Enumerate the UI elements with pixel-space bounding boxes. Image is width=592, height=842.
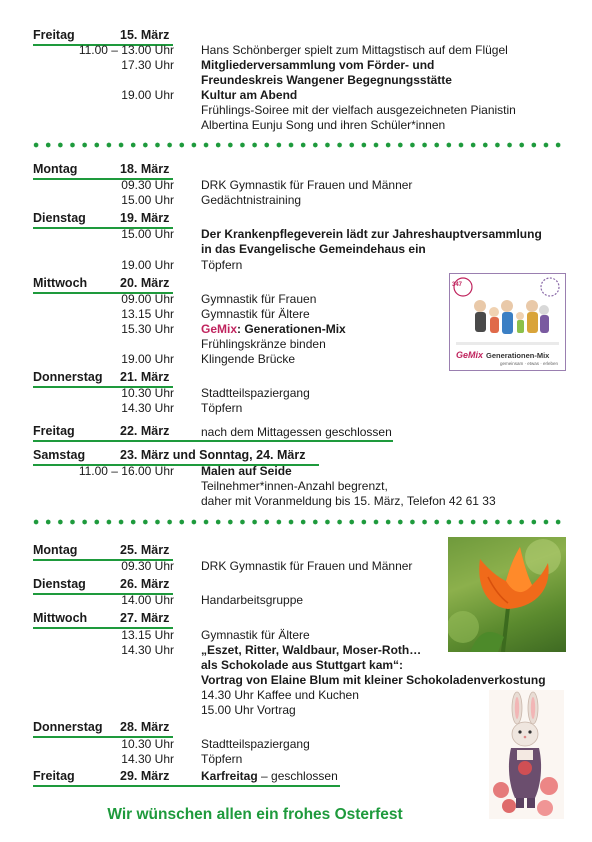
event: Frühlingskränze binden [201, 337, 326, 351]
time: 19.00 Uhr [121, 352, 174, 366]
time: 09.30 Uhr [121, 559, 174, 573]
time: 11.00 – 13.00 Uhr [78, 43, 174, 57]
day-label: Freitag [33, 769, 75, 783]
time: 19.00 Uhr [121, 258, 174, 272]
day-label: Freitag [33, 28, 75, 42]
event: Gymnastik für Frauen [201, 292, 317, 306]
day-label: Montag [33, 162, 78, 176]
event: Stadtteilspaziergang [201, 737, 310, 751]
time: 14.30 Uhr [121, 401, 174, 415]
event-title: Freundeskreis Wangener Begegnungsstätte [201, 73, 452, 87]
time: 09.00 Uhr [121, 292, 174, 306]
logo-title: Generationen-Mix [486, 351, 550, 360]
day-label: Samstag [33, 448, 86, 462]
event-title: in das Evangelische Gemeindehaus ein [201, 242, 426, 256]
closing-greeting: Wir wünschen allen ein frohes Osterfest [107, 806, 403, 823]
event-title: als Schokolade aus Stuttgart kam“: [201, 658, 404, 672]
date-label: 25. März [120, 543, 170, 557]
date-label: 20. März [120, 276, 170, 290]
bunny-illustration [489, 690, 564, 819]
event: DRK Gymnastik für Frauen und Männer [201, 559, 413, 573]
day-label: Mittwoch [33, 276, 88, 290]
time: 15.00 Uhr [121, 193, 174, 207]
date-label: 19. März [120, 211, 170, 225]
event: DRK Gymnastik für Frauen und Männer [201, 178, 413, 192]
date-label: 23. März und Sonntag, 24. März [120, 448, 306, 462]
day-label: Mittwoch [33, 611, 88, 625]
event-title: Karfreitag [201, 769, 258, 783]
event: Albertina Eunju Song und ihren Schüler*innen [201, 118, 446, 132]
dotted-divider [30, 519, 566, 525]
event: Handarbeitsgruppe [201, 593, 304, 607]
day-label: Montag [33, 543, 78, 557]
event-rest: – geschlossen [257, 769, 338, 783]
event: daher mit Voranmeldung bis 15. März, Telefon 42 61 33 [201, 494, 496, 508]
day-label: Donnerstag [33, 370, 103, 384]
event-title: Kultur am Abend [201, 88, 298, 102]
time: 10.30 Uhr [121, 386, 174, 400]
time: 15.30 Uhr [121, 322, 174, 336]
event: Gymnastik für Ältere [201, 628, 310, 642]
dotted-divider [30, 142, 566, 148]
date-label: 15. März [120, 28, 170, 42]
event-title: Vortrag von Elaine Blum mit kleiner Schokoladenverkostung [201, 673, 546, 687]
event-title [201, 322, 346, 336]
logo-tagline: gemeinsam · etwas · erleben [500, 361, 559, 366]
event: 14.30 Uhr Kaffee und Kuchen [201, 688, 359, 702]
time: 14.30 Uhr [121, 643, 174, 657]
day-label: Dienstag [33, 211, 86, 225]
event: Gymnastik für Ältere [201, 307, 310, 321]
date-label: 29. März [120, 769, 170, 783]
time: 15.00 Uhr [121, 227, 174, 241]
event: Gedächtnistraining [201, 193, 302, 207]
date-label: 27. März [120, 611, 170, 625]
time: 17.30 Uhr [121, 58, 174, 72]
logo-brand: GeMix [456, 350, 484, 360]
event-title: „Eszet, Ritter, Waldbaur, Moser-Roth… [201, 643, 422, 657]
event: 15.00 Uhr Vortrag [201, 703, 296, 717]
date-label: 22. März [120, 424, 170, 438]
event: Hans Schönberger spielt zum Mittagstisch auf dem Flügel [201, 43, 508, 57]
event: Töpfern [201, 752, 243, 766]
event-title: Malen auf Seide [201, 464, 292, 478]
event: Frühlings-Soiree mit der vielfach ausgezeichneten Pianistin [201, 103, 516, 117]
tulip-illustration [448, 537, 566, 652]
date-label: 18. März [120, 162, 170, 176]
time: 13.15 Uhr [121, 628, 174, 642]
date-label: 21. März [120, 370, 170, 384]
underline [33, 785, 340, 787]
time: 09.30 Uhr [121, 178, 174, 192]
event-title: Mitgliederversammlung vom Förder- und [201, 58, 435, 72]
event: Stadtteilspaziergang [201, 386, 310, 400]
time: 14.00 Uhr [121, 593, 174, 607]
event [201, 769, 338, 783]
event: nach dem Mittagessen geschlossen [201, 425, 392, 439]
event: Töpfern [201, 258, 243, 272]
logo-number: 347 [452, 282, 463, 288]
event-title-rest: : Generationen-Mix [237, 322, 346, 336]
underline [33, 440, 393, 442]
day-label: Donnerstag [33, 720, 103, 734]
day-label: Freitag [33, 424, 75, 438]
event: Töpfern [201, 401, 243, 415]
time: 11.00 – 16.00 Uhr [78, 464, 174, 478]
time: 14.30 Uhr [121, 752, 174, 766]
date-label: 28. März [120, 720, 170, 734]
time: 13.15 Uhr [121, 307, 174, 321]
time: 19.00 Uhr [121, 88, 174, 102]
gemix-brand: GeMix [201, 322, 238, 336]
event: Klingende Brücke [201, 352, 296, 366]
event-title: Der Krankenpflegeverein lädt zur Jahreshauptversammlung [201, 227, 542, 241]
tulip-photo [448, 537, 566, 652]
time: 10.30 Uhr [121, 737, 174, 751]
event: Teilnehmer*innen-Anzahl begrenzt, [201, 479, 388, 493]
easter-bunny-image [489, 690, 564, 819]
date-label: 26. März [120, 577, 170, 591]
gemix-logo [449, 273, 566, 371]
day-label: Dienstag [33, 577, 86, 591]
